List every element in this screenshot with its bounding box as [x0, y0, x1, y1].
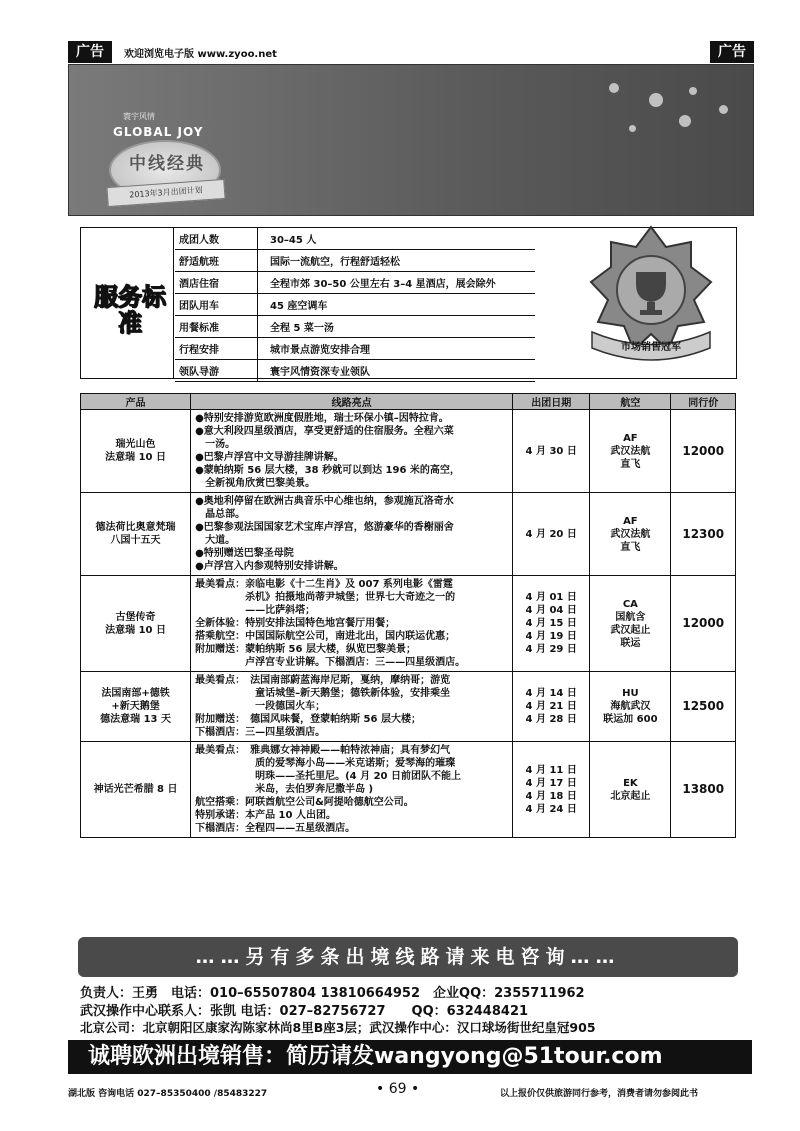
departure-dates [513, 410, 590, 493]
route-highlights [191, 672, 513, 742]
route-highlights-line: 质的爱琴海小岛——米克诺斯；爱琴海的璀璨 [195, 758, 456, 769]
route-highlights-line: 米岛，去伯罗奔尼撒半岛 ) [195, 784, 374, 795]
product-name-line: 瑞光山色 [115, 439, 156, 450]
svg-text:市场销售冠军: 市场销售冠军 [621, 342, 681, 353]
product-name-line: 法意瑞 10 日 [105, 452, 166, 463]
product-name [81, 493, 191, 576]
col-header-airline: 航空 [590, 394, 671, 410]
departure-dates-line: 4 月 30 日 [525, 445, 577, 457]
product-name [81, 742, 191, 838]
route-highlights-line: ●特别赠送巴黎圣母院 [195, 548, 294, 559]
trade-price: 13800 [671, 742, 736, 838]
departure-dates-line: 4 月 17 日 [525, 777, 577, 789]
airline-info-line: AF [623, 432, 638, 444]
product-name [81, 410, 191, 493]
airline-info [590, 742, 671, 838]
departure-dates-line: 4 月 28 日 [525, 714, 577, 725]
product-name-line: 法意瑞 10 日 [105, 624, 166, 636]
contact-line-1: 负责人：王勇 电话：010–65507804 13810664952 企业QQ：2355711962 [80, 986, 585, 1001]
ad-label-right: 广告 [710, 41, 754, 63]
service-rows [175, 228, 535, 382]
departure-dates-line: 4 月 24 日 [525, 803, 577, 815]
col-header-highlights: 线路亮点 [191, 394, 513, 410]
col-header-price: 同行价 [671, 394, 736, 410]
departure-dates-line: 4 月 20 日 [525, 528, 577, 540]
route-highlights-line: ●奥地利停留在欧洲古典音乐中心维也纳，参观施瓦洛奇水 [195, 496, 454, 507]
service-value: 45 座空调车 [270, 301, 328, 312]
airline-info [590, 576, 671, 672]
route-highlights [191, 493, 513, 576]
col-header-product: 产品 [81, 394, 191, 410]
welcome-text: 欢迎浏览电子版 www.zyoo.net [124, 49, 277, 60]
trade-price: 12300 [671, 493, 736, 576]
route-highlights-line: ●卢浮宫入内参观特别安排讲解。 [195, 561, 344, 572]
product-name [81, 672, 191, 742]
route-highlights-line: 最美看点： 法国南部蔚蓝海岸尼斯，戛纳，摩纳哥；游览 [195, 675, 451, 686]
route-highlights-line: 最美看点：亲临电影《十二生肖》及 007 系列电影《雷霆 [195, 579, 453, 590]
recruit-banner: 诚聘欧洲出境销售：简历请发wangyong@51tour.com [68, 1040, 752, 1074]
product-name-line: 神话光芒希腊 8 日 [93, 784, 178, 795]
table-row [81, 410, 736, 493]
service-row [175, 360, 535, 382]
contact-line-2: 武汉操作中心联系人：张凯 电话：027–82756727 QQ：632448421 [80, 1004, 529, 1019]
airline-info-line: 武汉法航 [610, 445, 651, 457]
route-highlights-line: 晶总部。 [195, 509, 246, 520]
departure-dates-line: 4 月 19 日 [525, 631, 577, 642]
route-highlights-line: 卢浮宫专业讲解。下榻酒店：三——四星级酒店。 [195, 657, 466, 668]
champion-badge-icon [586, 222, 716, 372]
airline-info-line: CA [622, 598, 638, 610]
route-highlights-line: 附加赠送：蒙帕纳斯 56 层大楼，纵览巴黎美景； [195, 644, 416, 655]
page-header [68, 41, 754, 63]
airline-info-line: 直飞 [620, 541, 641, 553]
departure-dates-line: 4 月 04 日 [525, 605, 577, 616]
airline-info-line: 北京起止 [610, 790, 651, 802]
route-highlights-line: ●特别安排游览欧洲度假胜地，瑞士环保小镇–因特拉肯。 [195, 413, 449, 424]
service-title: 服务标准 [94, 283, 166, 337]
route-highlights-line: 下榻酒店：全程四——五星级酒店。 [195, 823, 356, 834]
ad-label-left: 广告 [68, 41, 112, 63]
route-highlights-line: 特别承诺：本产品 10 人出团。 [195, 810, 336, 821]
service-key: 团队用车 [175, 294, 258, 315]
route-highlights-line: 明珠——圣托里尼。(4 月 20 日前团队不能上 [195, 771, 461, 782]
routes-table [80, 393, 736, 838]
airline-info-line: 海航武汉 [610, 701, 651, 712]
airline-info-line: 直飞 [620, 458, 641, 470]
route-highlights-line: ●意大利段四星级酒店，享受更舒适的住宿服务。全程六菜 [195, 426, 454, 437]
route-highlights [191, 410, 513, 493]
route-highlights-line: 童话城堡–新天鹅堡；德铁新体验，安排乘坐 [195, 688, 451, 699]
product-name-line: 法国南部+德铁 [101, 688, 170, 699]
table-header-row [81, 394, 736, 410]
product-name-line: +新天鹅堡 [111, 701, 160, 712]
product-name-line: 古堡传奇 [115, 611, 156, 623]
route-highlights [191, 742, 513, 838]
banner [68, 64, 754, 216]
departure-dates-line: 4 月 29 日 [525, 644, 577, 655]
departure-dates-line: 4 月 15 日 [525, 618, 577, 629]
departure-dates [513, 493, 590, 576]
service-row [175, 250, 535, 272]
departure-dates-line: 4 月 21 日 [525, 701, 577, 712]
route-highlights-line: 一段德国火车； [195, 701, 326, 712]
airline-info [590, 493, 671, 576]
service-key: 成团人数 [175, 228, 258, 249]
route-highlights-line: 杀机》拍摄地尚蒂尹城堡；世界七大奇迹之一的 [195, 592, 456, 603]
service-value: 30–45 人 [270, 235, 317, 246]
footer-right: 以上报价仅供旅游同行参考，消费者请勿参阅此书 [500, 1089, 699, 1099]
service-key: 行程安排 [175, 338, 258, 359]
service-value: 全程 5 菜一汤 [270, 323, 334, 334]
route-highlights-line: ●蒙帕纳斯 56 层大楼，38 秒就可以到达 196 米的高空， [195, 465, 460, 476]
route-highlights-line: 航空搭乘：阿联酋航空公司&阿提哈德航空公司。 [195, 797, 414, 808]
airline-info [590, 410, 671, 493]
route-highlights-line: 全新视角欣赏巴黎美景。 [195, 478, 316, 489]
departure-dates [513, 672, 590, 742]
route-highlights [191, 576, 513, 672]
service-row [175, 228, 535, 250]
table-row [81, 493, 736, 576]
route-highlights-line: 搭乘航空：中国国际航空公司，南进北出，国内联运优惠； [195, 631, 456, 642]
contact-line-3: 北京公司：北京朝阳区康家沟陈家林尚8里B座3层；武汉操作中心：汉口球场街世纪皇冠905 [80, 1020, 596, 1035]
departure-dates-line: 4 月 01 日 [525, 592, 577, 603]
route-highlights-line: 附加赠送： 德国风味餐，登蒙帕纳斯 56 层大楼； [195, 714, 421, 725]
brand-cn: 寰宇风情 [123, 112, 155, 121]
product-name-line: 德法意瑞 13 天 [100, 714, 171, 725]
departure-dates-line: 4 月 11 日 [525, 764, 577, 776]
service-value: 全程市郊 30–50 公里左右 3–4 星酒店，展会除外 [270, 279, 496, 290]
airline-info-line: 联运加 600 [603, 714, 658, 725]
service-key: 用餐标准 [175, 316, 258, 337]
service-key: 舒适航班 [175, 250, 258, 271]
more-routes-banner: ……另有多条出境线路请来电咨询…… [78, 937, 738, 977]
route-highlights-line: 大道。 [195, 535, 236, 546]
airline-info-line: 联运 [620, 637, 641, 649]
product-name-line: 德法荷比奥意梵瑞 [95, 522, 176, 533]
airline-info-line: 国航含 [615, 611, 646, 623]
service-row [175, 316, 535, 338]
service-key: 领队导游 [175, 360, 258, 381]
col-header-dates: 出团日期 [513, 394, 590, 410]
airline-info-line: AF [623, 515, 638, 527]
departure-dates-line: 4 月 18 日 [525, 790, 577, 802]
route-highlights-line: ●巴黎参观法国国家艺术宝库卢浮宫，悠游豪华的香榭丽舍 [195, 522, 454, 533]
trade-price: 12000 [671, 410, 736, 493]
schedule-ribbon: 2013年3月出团计划 [106, 179, 225, 207]
airline-info-line: 武汉法航 [610, 528, 651, 540]
departure-dates [513, 576, 590, 672]
departure-dates-line: 4 月 14 日 [525, 688, 577, 699]
product-name-line: 八国十五天 [110, 535, 161, 546]
service-key: 酒店住宿 [175, 272, 258, 293]
table-row [81, 672, 736, 742]
airline-info [590, 672, 671, 742]
trade-price: 12000 [671, 576, 736, 672]
footer-left: 湖北版 咨询电话 027–85350400 /85483227 [68, 1089, 268, 1099]
route-highlights-line: 一汤。 [195, 439, 236, 450]
departure-dates [513, 742, 590, 838]
airline-info-line: EK [623, 777, 638, 789]
service-row [175, 294, 535, 316]
route-highlights-line: 全新体验：特别安排法国特色地宫餐厅用餐； [195, 618, 396, 629]
route-highlights-line: ——比萨斜塔； [195, 605, 316, 616]
service-row [175, 338, 535, 360]
service-value: 城市景点游览安排合理 [270, 345, 370, 356]
service-row [175, 272, 535, 294]
service-value: 国际一流航空，行程舒适轻松 [270, 257, 400, 268]
brand-logo: GLOBAL JOY [113, 125, 204, 139]
table-row [81, 576, 736, 672]
table-row [81, 742, 736, 838]
trade-price: 12500 [671, 672, 736, 742]
route-highlights-line: 最美看点： 雅典娜女神神殿——帕特浓神庙；具有梦幻气 [195, 745, 451, 756]
airline-info-line: HU [622, 688, 639, 699]
service-value: 寰宇风情资深专业领队 [270, 367, 370, 378]
route-highlights-line: ●巴黎卢浮宫中文导游挂牌讲解。 [195, 452, 344, 463]
airline-info-line: 武汉起止 [610, 624, 651, 636]
page-number: • 69 • [376, 1081, 420, 1097]
product-name [81, 576, 191, 672]
seal-title: 中线经典 [129, 154, 205, 174]
route-highlights-line: 下榻酒店：三—四星级酒店。 [195, 727, 326, 738]
